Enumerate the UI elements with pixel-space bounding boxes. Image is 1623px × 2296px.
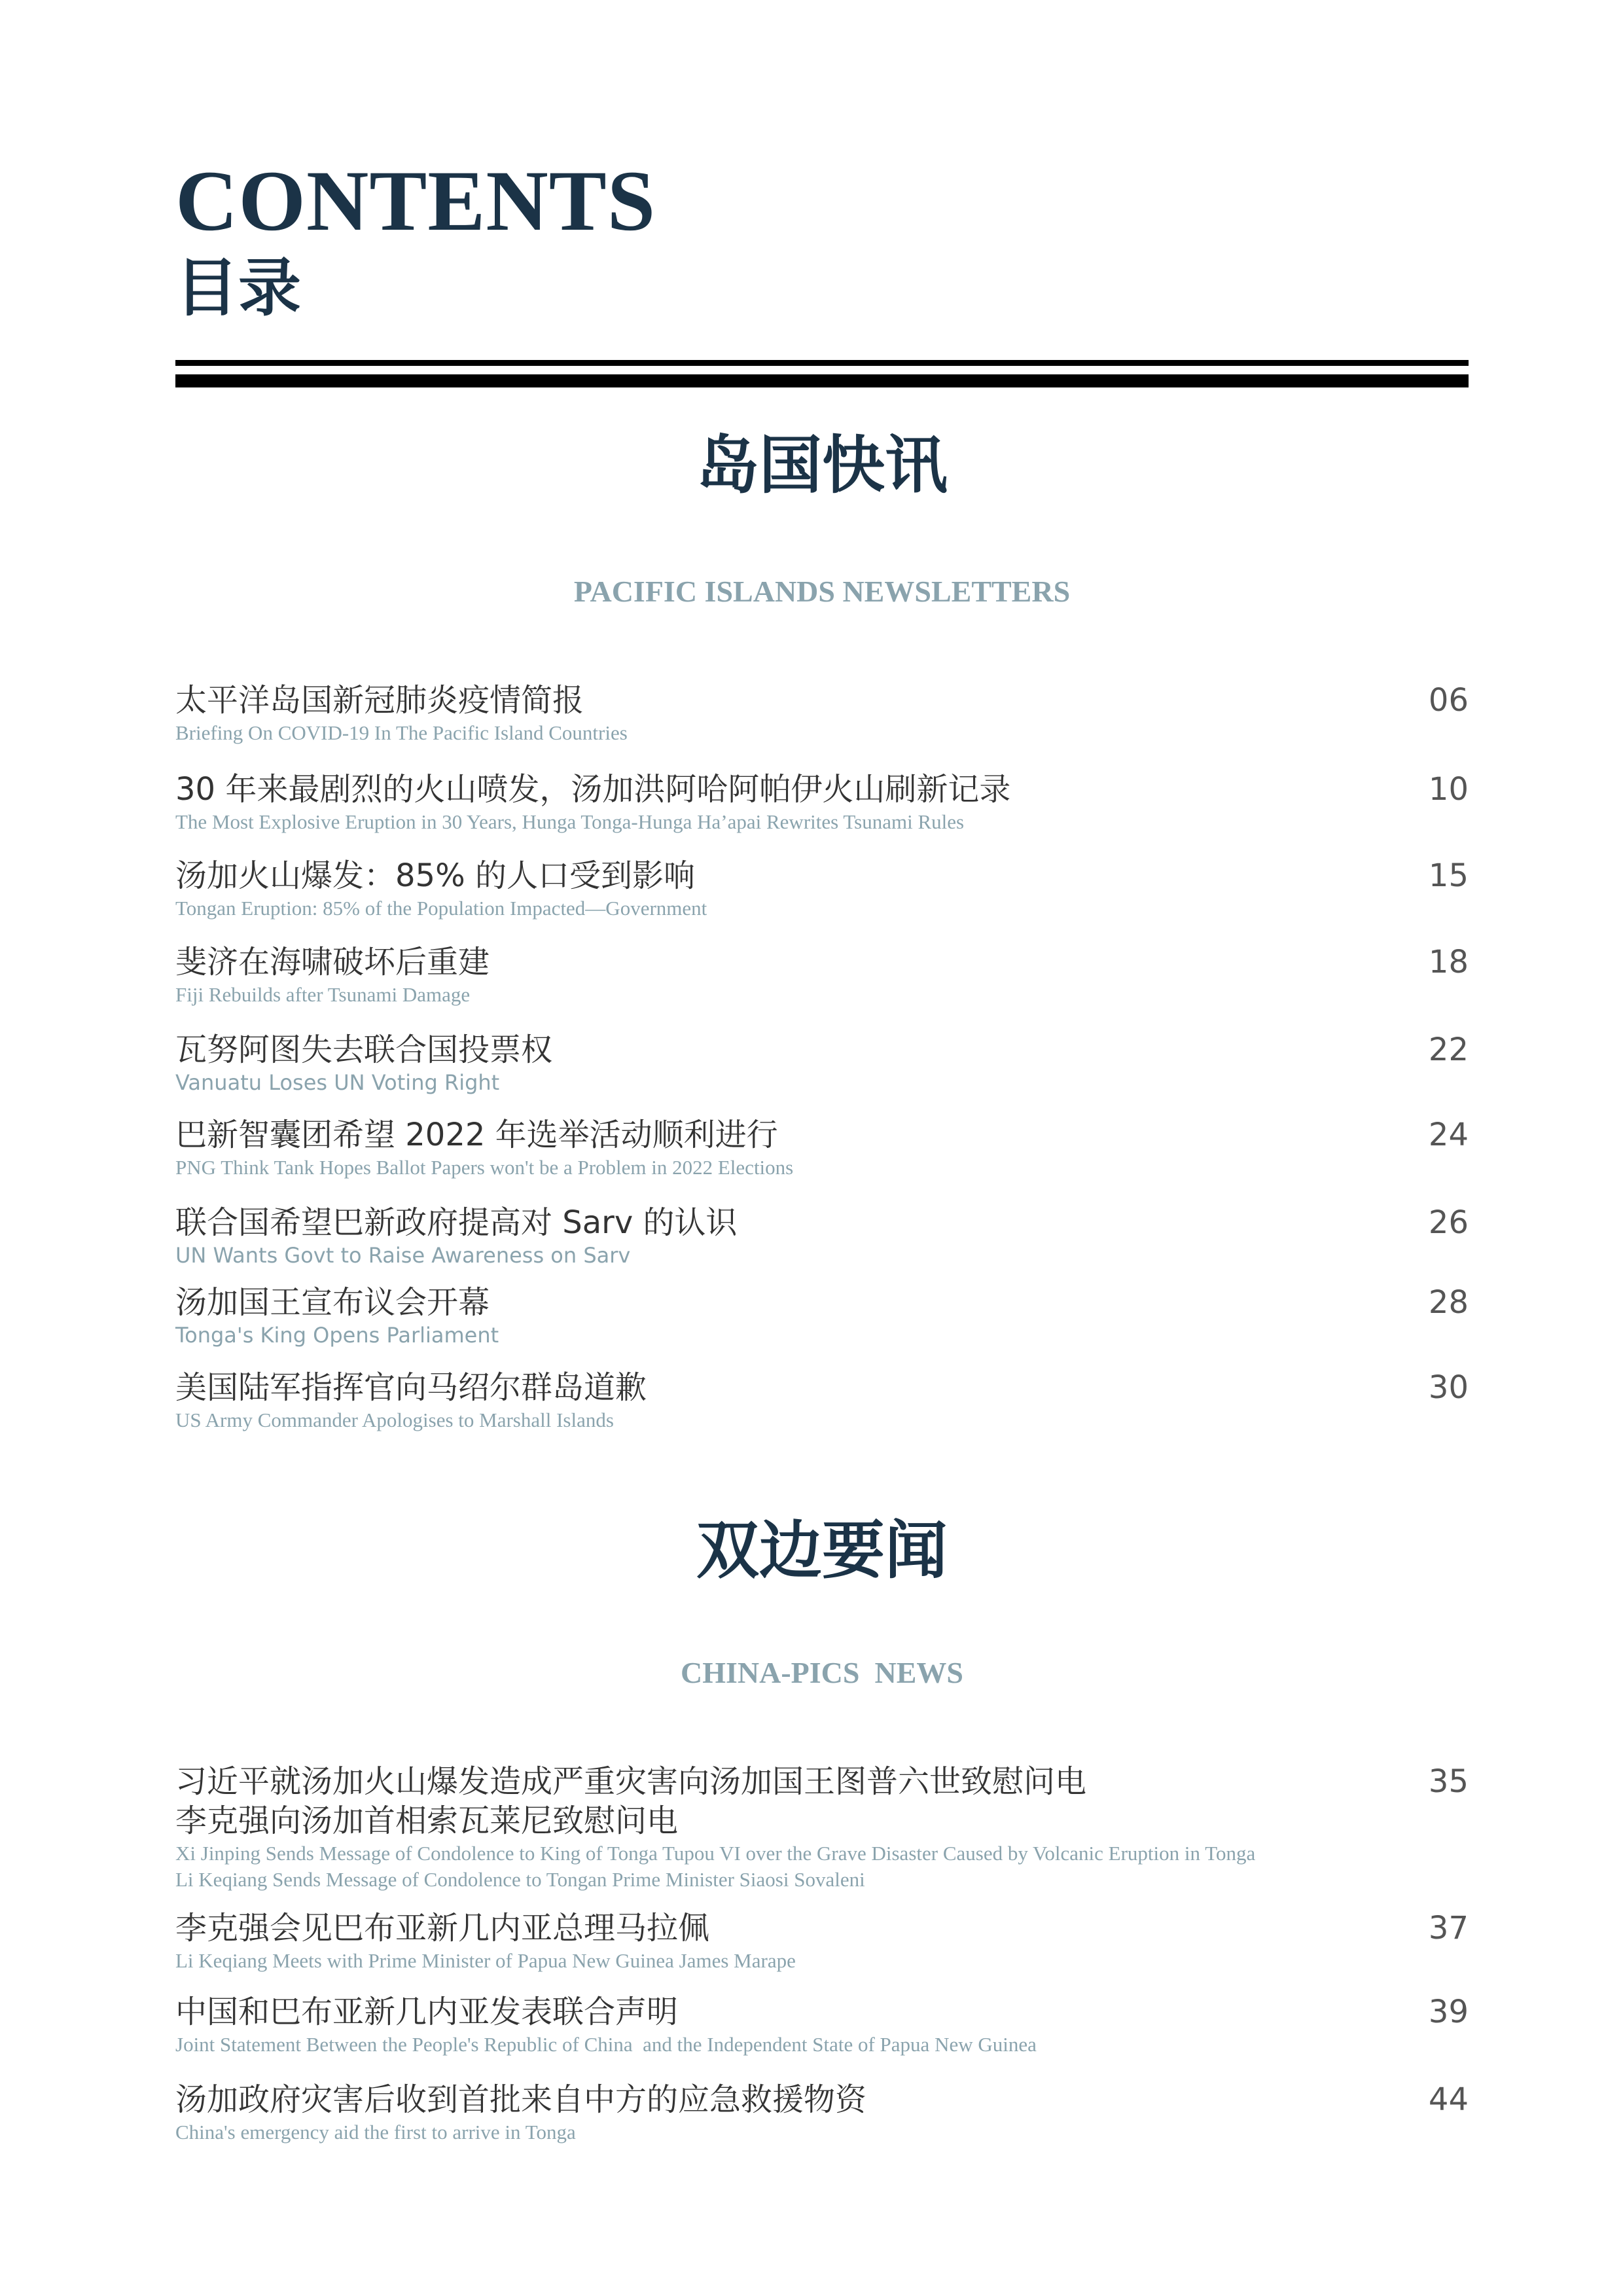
entry-title-cn: 联合国希望巴新政府提高对 Sarv 的认识 [175, 1204, 738, 1241]
entry-page-number: 06 [1428, 682, 1469, 719]
entry-title-en: Fiji Rebuilds after Tsunami Damage [175, 983, 471, 1006]
entry-title-cn: 巴新智囊团希望 2022 年选举活动顺利进行 [175, 1117, 778, 1153]
toc-entry[interactable] [175, 1203, 1469, 1268]
entry-title-cn: 太平洋岛国新冠肺炎疫情简报 [175, 682, 584, 719]
entry-page-number: 15 [1428, 857, 1469, 894]
entry-title-en-second: Li Keqiang Sends Message of Condolence to Tongan Prime Minister Siaosi Sovaleni [175, 1868, 865, 1891]
toc-entry[interactable] [175, 770, 1469, 835]
entry-page-number: 22 [1428, 1031, 1469, 1068]
entry-title-cn-second: 李克强向汤加首相索瓦莱尼致慰问电 [175, 1803, 679, 1839]
toc-entry[interactable] [175, 1283, 1469, 1348]
entry-title-en: PNG Think Tank Hopes Ballot Papers won't be a Problem in 2022 Elections [175, 1156, 794, 1179]
entry-title-cn: 斐济在海啸破坏后重建 [175, 944, 490, 980]
divider-thin [175, 360, 1469, 366]
entry-title-cn: 汤加国王宣布议会开幕 [175, 1284, 490, 1321]
section-title-en: CHINA-PICS NEWS [681, 1656, 963, 1689]
entry-title-en: UN Wants Govt to Raise Awareness on Sarv [175, 1243, 631, 1268]
entry-title-en: Li Keqiang Meets with Prime Minister of Papua New Guinea James Marape [175, 1949, 796, 1972]
toc-entry[interactable] [175, 681, 1469, 746]
toc-entry[interactable] [175, 1992, 1469, 2058]
entry-title-cn: 李克强会见巴布亚新几内亚总理马拉佩 [175, 1910, 710, 1946]
entry-page-number: 28 [1428, 1284, 1469, 1321]
entry-title-en: Tongan Eruption: 85% of the Population Impacted—Government [175, 897, 707, 920]
entry-title-cn: 美国陆军指挥官向马绍尔群岛道歉 [175, 1369, 647, 1406]
entry-title-en: Tonga's King Opens Parliament [175, 1323, 499, 1348]
entry-title-cn: 瓦努阿图失去联合国投票权 [175, 1031, 553, 1068]
entry-title-cn: 30 年来最剧烈的火山喷发，汤加洪阿哈阿帕伊火山刷新记录 [175, 771, 1011, 808]
entry-page-number: 18 [1428, 944, 1469, 980]
divider-thick [175, 374, 1469, 387]
contents-title-cn: 目录 [175, 251, 301, 325]
toc-entry[interactable] [175, 1115, 1469, 1181]
entry-page-number: 26 [1428, 1204, 1469, 1241]
entry-page-number: 35 [1428, 1763, 1469, 1800]
entry-title-en: China's emergency aid the first to arrive in Tonga [175, 2121, 576, 2144]
toc-entry[interactable] [175, 1368, 1469, 1433]
entry-page-number: 37 [1428, 1910, 1469, 1946]
section-title-cn: 双边要闻 [696, 1514, 948, 1587]
toc-entry[interactable] [175, 942, 1469, 1008]
entry-title-cn: 中国和巴布亚新几内亚发表联合声明 [175, 1994, 679, 2030]
toc-entry[interactable] [175, 1030, 1469, 1096]
toc-entry[interactable] [175, 2080, 1469, 2145]
entry-title-cn: 习近平就汤加火山爆发造成严重灾害向汤加国王图普六世致慰问电 [175, 1763, 1087, 1800]
entry-page-number: 10 [1428, 771, 1469, 808]
entry-page-number: 24 [1428, 1117, 1469, 1153]
section-title-en: PACIFIC ISLANDS NEWSLETTERS [573, 575, 1071, 608]
entry-title-en: The Most Explosive Eruption in 30 Years, Hunga Tonga-Hunga Ha’apai Rewrites Tsunami Rules [175, 810, 965, 833]
toc-entry[interactable] [175, 1762, 1469, 1893]
contents-title: CONTENTS [175, 152, 656, 249]
entry-title-en: Xi Jinping Sends Message of Condolence to King of Tonga Tupou VI over the Grave Disaster Caused by Volcanic Eruption in Tonga [175, 1842, 1256, 1865]
toc-entry[interactable] [175, 1909, 1469, 1974]
entry-page-number: 39 [1428, 1994, 1469, 2030]
entry-title-en: US Army Commander Apologises to Marshall Islands [175, 1408, 614, 1431]
entry-page-number: 44 [1428, 2081, 1469, 2118]
entry-title-en: Briefing On COVID-19 In The Pacific Island Countries [175, 721, 628, 744]
entry-title-cn: 汤加火山爆发：85% 的人口受到影响 [175, 857, 695, 894]
toc-entry[interactable] [175, 856, 1469, 922]
entry-page-number: 30 [1428, 1369, 1469, 1406]
entry-title-en: Joint Statement Between the People's Republic of China and the Independent State of Papua New Guinea [175, 2033, 1037, 2056]
entry-title-cn: 汤加政府灾害后收到首批来自中方的应急救援物资 [175, 2081, 867, 2118]
entry-title-en: Vanuatu Loses UN Voting Right [175, 1070, 500, 1095]
section-title-cn: 岛国快讯 [696, 429, 948, 502]
